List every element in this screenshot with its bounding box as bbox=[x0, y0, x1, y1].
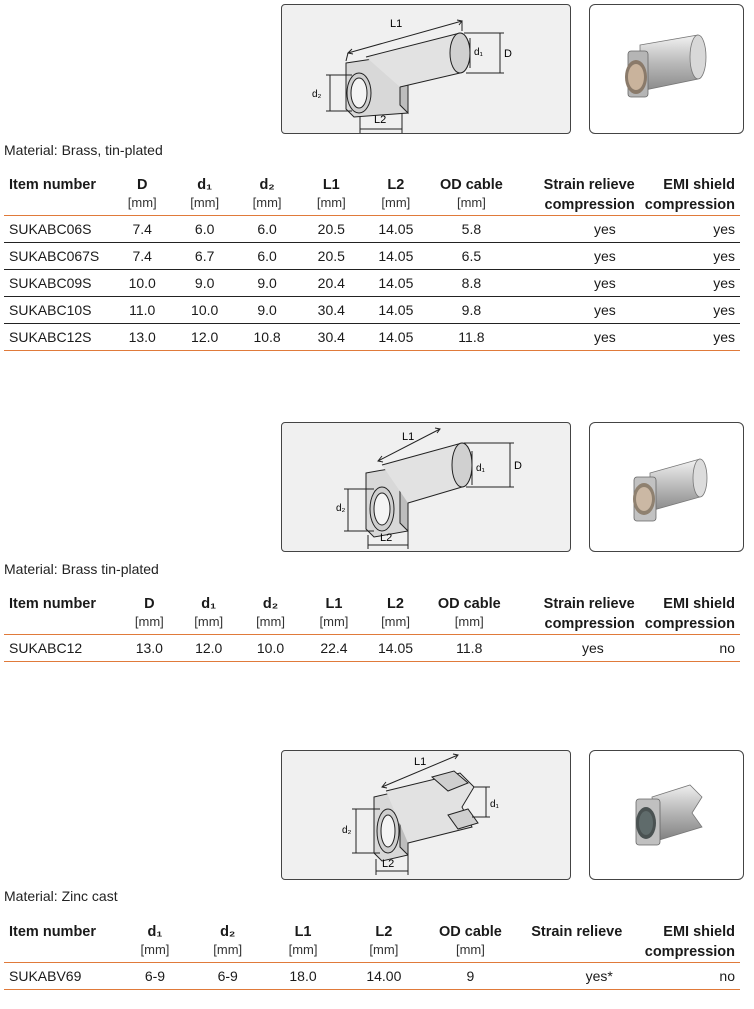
drawing-label-l1: L1 bbox=[390, 18, 403, 30]
technical-drawing-1 bbox=[281, 4, 571, 134]
cell-emi-shield: yes bbox=[713, 275, 735, 291]
cable-gland-photo-1 bbox=[590, 5, 743, 133]
cell-strain-relieve: yes bbox=[593, 221, 616, 237]
cell-d2: 9.0 bbox=[257, 302, 277, 318]
drawing-label-l1: L1 bbox=[402, 431, 415, 443]
drawing-label-d: D bbox=[504, 48, 512, 60]
column-header: D [mm] bbox=[134, 596, 164, 629]
cell-emi-shield: no bbox=[719, 640, 735, 656]
column-header: d₂ [mm] bbox=[256, 596, 285, 629]
drawing-label-d: D bbox=[514, 460, 522, 472]
cell-l2: 14.05 bbox=[378, 248, 414, 264]
cell-l2: 14.05 bbox=[378, 221, 414, 237]
column-header: L1 [mm] bbox=[316, 177, 346, 210]
cell-emi-shield: no bbox=[719, 968, 735, 984]
cell-emi-shield: yes bbox=[713, 329, 735, 345]
cell-item-number: SUKABC12S bbox=[9, 329, 92, 345]
table-row bbox=[4, 243, 740, 270]
product-photo-3 bbox=[589, 750, 744, 880]
column-header: EMI shield compression bbox=[644, 596, 735, 632]
table-row bbox=[4, 270, 740, 297]
table-row bbox=[4, 324, 740, 351]
column-header: Item number bbox=[9, 177, 97, 193]
column-header: EMI shield compression bbox=[644, 177, 735, 213]
cell-d1: 6.7 bbox=[194, 248, 215, 264]
cell-l1: 18.0 bbox=[289, 968, 317, 984]
cell-strain-relieve: yes* bbox=[585, 968, 613, 984]
cell-d: 7.4 bbox=[132, 248, 152, 264]
cell-strain-relieve: yes bbox=[593, 248, 616, 264]
column-header: L1 [mm] bbox=[319, 596, 349, 629]
cell-l2: 14.05 bbox=[378, 329, 414, 345]
column-header: d₂ [mm] bbox=[213, 924, 243, 957]
cell-item-number: SUKABC067S bbox=[9, 248, 100, 264]
column-header: Strain relieve compression bbox=[543, 596, 635, 632]
column-header: Item number bbox=[9, 596, 97, 612]
cell-d2: 6.0 bbox=[257, 221, 277, 237]
table-header-row bbox=[4, 594, 740, 635]
cell-l2: 14.00 bbox=[366, 968, 402, 984]
cell-od-cable: 11.8 bbox=[458, 329, 485, 345]
column-header: Item number bbox=[9, 924, 97, 940]
drawing-label-d1: d₁ bbox=[476, 463, 485, 474]
cell-d2: 9.0 bbox=[257, 275, 277, 291]
cell-strain-relieve: yes bbox=[581, 640, 604, 656]
column-header: L1 [mm] bbox=[288, 924, 318, 957]
cable-gland-photo-3 bbox=[590, 751, 743, 879]
cell-d: 13.0 bbox=[128, 329, 156, 345]
cell-d2: 10.0 bbox=[256, 640, 285, 656]
column-header: d₁ [mm] bbox=[194, 596, 224, 629]
table-row bbox=[4, 963, 740, 990]
cell-d1: 6.0 bbox=[194, 221, 215, 237]
cable-gland-photo-2 bbox=[590, 423, 743, 551]
drawing-label-l1: L1 bbox=[414, 756, 427, 768]
technical-drawing-3 bbox=[281, 750, 571, 880]
cable-gland-drawing-1 bbox=[282, 5, 570, 133]
cell-emi-shield: yes bbox=[713, 248, 735, 264]
cell-l1: 20.4 bbox=[317, 275, 345, 291]
cell-l1: 30.4 bbox=[317, 302, 345, 318]
cell-d: 7.4 bbox=[132, 221, 152, 237]
cell-od-cable: 9.8 bbox=[461, 302, 482, 318]
cell-item-number: SUKABC10S bbox=[9, 302, 92, 318]
cell-d2: 10.8 bbox=[253, 329, 281, 345]
column-header: Strain relieve bbox=[531, 924, 623, 940]
cell-item-number: SUKABC09S bbox=[9, 275, 92, 291]
spec-table-1 bbox=[4, 175, 740, 351]
cell-item-number: SUKABC12 bbox=[9, 640, 83, 656]
technical-drawing-2 bbox=[281, 422, 571, 552]
cell-d2: 6.0 bbox=[257, 248, 277, 264]
drawing-label-l2: L2 bbox=[382, 858, 395, 870]
product-photo-1 bbox=[589, 4, 744, 134]
spec-table-3 bbox=[4, 922, 740, 990]
column-header: Strain relieve compression bbox=[543, 177, 635, 213]
column-header: L2 [mm] bbox=[381, 596, 410, 629]
table-row bbox=[4, 635, 740, 662]
cell-d2: 6-9 bbox=[217, 968, 238, 984]
cable-gland-drawing-2 bbox=[282, 423, 570, 551]
cell-d1: 10.0 bbox=[191, 302, 219, 318]
spec-table-2 bbox=[4, 594, 740, 662]
cell-l1: 20.5 bbox=[317, 248, 345, 264]
column-header: L2 [mm] bbox=[381, 177, 411, 210]
cell-item-number: SUKABC06S bbox=[9, 221, 92, 237]
column-header: d₁ [mm] bbox=[140, 924, 170, 957]
column-header: L2 [mm] bbox=[369, 924, 399, 957]
cell-d1: 6-9 bbox=[144, 968, 166, 984]
column-header: d₂ [mm] bbox=[252, 177, 282, 210]
drawing-label-d2: d₂ bbox=[312, 89, 322, 100]
cell-od-cable: 8.8 bbox=[461, 275, 482, 291]
cell-d: 11.0 bbox=[129, 302, 156, 318]
column-header: OD cable [mm] bbox=[438, 924, 502, 957]
table-header-row bbox=[4, 175, 740, 216]
cell-od-cable: 5.8 bbox=[461, 221, 482, 237]
cell-item-number: SUKABV69 bbox=[9, 968, 82, 984]
material-label-1: Material: Brass, tin-plated bbox=[4, 142, 163, 158]
drawing-label-l2: L2 bbox=[380, 532, 393, 544]
column-header: D [mm] bbox=[127, 177, 157, 210]
cell-d1: 9.0 bbox=[194, 275, 215, 291]
product-photo-2 bbox=[589, 422, 744, 552]
cell-l1: 20.5 bbox=[317, 221, 345, 237]
cell-od-cable: 11.8 bbox=[456, 640, 483, 656]
material-label-3: Material: Zinc cast bbox=[4, 888, 118, 904]
cell-od-cable: 9 bbox=[466, 968, 475, 984]
cell-strain-relieve: yes bbox=[593, 329, 616, 345]
column-header: EMI shield compression bbox=[644, 924, 735, 960]
table-header-row bbox=[4, 922, 740, 963]
material-label-2: Material: Brass tin-plated bbox=[4, 561, 159, 577]
column-header: OD cable [mm] bbox=[439, 177, 503, 210]
table-row bbox=[4, 297, 740, 324]
cell-l1: 22.4 bbox=[320, 640, 348, 656]
cell-emi-shield: yes bbox=[713, 302, 735, 318]
cell-d: 10.0 bbox=[128, 275, 156, 291]
cell-d: 13.0 bbox=[135, 640, 163, 656]
cell-od-cable: 6.5 bbox=[461, 248, 482, 264]
column-header: d₁ [mm] bbox=[190, 177, 220, 210]
cell-l2: 14.05 bbox=[378, 302, 414, 318]
cell-strain-relieve: yes bbox=[593, 275, 616, 291]
cell-l2: 14.05 bbox=[378, 275, 414, 291]
cell-d1: 12.0 bbox=[195, 640, 223, 656]
drawing-label-d1: d₁ bbox=[474, 47, 483, 58]
drawing-label-d1: d₁ bbox=[490, 799, 499, 810]
cell-l1: 30.4 bbox=[317, 329, 345, 345]
drawing-label-l2: L2 bbox=[374, 114, 387, 126]
cable-gland-drawing-3 bbox=[282, 751, 570, 879]
table-row bbox=[4, 216, 740, 243]
column-header: OD cable [mm] bbox=[437, 596, 501, 629]
cell-d1: 12.0 bbox=[191, 329, 219, 345]
cell-emi-shield: yes bbox=[713, 221, 735, 237]
cell-strain-relieve: yes bbox=[593, 302, 616, 318]
drawing-label-d2: d₂ bbox=[342, 825, 352, 836]
cell-l2: 14.05 bbox=[377, 640, 414, 656]
drawing-label-d2: d₂ bbox=[336, 503, 346, 514]
